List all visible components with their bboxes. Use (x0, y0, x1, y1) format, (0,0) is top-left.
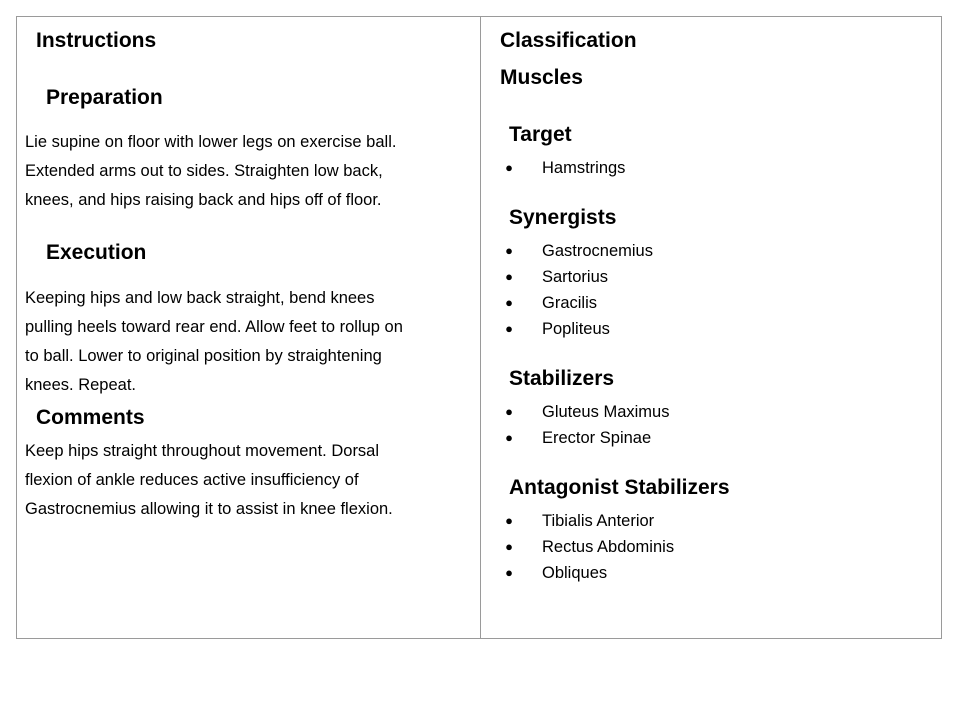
muscle-name: Gluteus Maximus (542, 403, 670, 421)
bullet-icon: ● (505, 321, 513, 336)
list-item (504, 290, 653, 316)
preparation-line: Lie supine on floor with lower legs on exercise ball. (25, 133, 397, 151)
classification-title: Classification (500, 29, 637, 52)
list-item (504, 425, 669, 451)
execution-line: knees. Repeat. (25, 376, 136, 394)
comments-line: Keep hips straight throughout movement. Dorsal (25, 442, 380, 460)
list-item (504, 155, 625, 181)
list-item (504, 264, 653, 290)
antagonist-stabilizers-heading: Antagonist Stabilizers (509, 476, 730, 499)
muscle-name: Hamstrings (542, 159, 626, 177)
target-list (504, 155, 625, 181)
preparation-line: knees, and hips raising back and hips off of floor. (25, 191, 382, 209)
execution-heading: Execution (46, 241, 147, 264)
comments-heading: Comments (36, 406, 145, 429)
bullet-icon: ● (505, 160, 513, 175)
antagonist-stabilizers-list (504, 508, 674, 586)
list-item (504, 560, 674, 586)
execution-line: Keeping hips and low back straight, bend knees (25, 289, 375, 307)
list-item (504, 399, 669, 425)
execution-line: to ball. Lower to original position by straightening (25, 347, 382, 365)
column-divider (480, 17, 481, 638)
bullet-icon: ● (505, 430, 513, 445)
bullet-icon: ● (505, 539, 513, 554)
muscle-name: Obliques (542, 564, 608, 582)
muscle-name: Sartorius (542, 268, 609, 286)
comments-text (25, 437, 393, 524)
list-item (504, 508, 674, 534)
muscle-name: Gastrocnemius (542, 242, 653, 260)
synergists-list (504, 238, 653, 342)
muscle-name: Erector Spinae (542, 429, 652, 447)
muscles-subtitle: Muscles (500, 66, 583, 89)
stabilizers-heading: Stabilizers (509, 367, 615, 390)
comments-line: flexion of ankle reduces active insufficiency of (25, 471, 359, 489)
bullet-icon: ● (505, 295, 513, 310)
instructions-title: Instructions (36, 29, 157, 52)
execution-text (25, 284, 403, 400)
stabilizers-list (504, 399, 669, 451)
comments-line: Gastrocnemius allowing it to assist in knee flexion. (25, 500, 393, 518)
list-item (504, 316, 653, 342)
execution-line: pulling heels toward rear end. Allow feet to rollup on (25, 318, 403, 336)
synergists-heading: Synergists (509, 206, 617, 229)
muscle-name: Gracilis (542, 294, 598, 312)
muscle-name: Tibialis Anterior (542, 512, 655, 530)
list-item (504, 534, 674, 560)
bullet-icon: ● (505, 565, 513, 580)
target-heading: Target (509, 123, 572, 146)
muscle-name: Rectus Abdominis (542, 538, 675, 556)
muscle-name: Popliteus (542, 320, 610, 338)
preparation-text (25, 128, 396, 215)
bullet-icon: ● (505, 513, 513, 528)
preparation-heading: Preparation (46, 86, 163, 109)
list-item (504, 238, 653, 264)
bullet-icon: ● (505, 404, 513, 419)
bullet-icon: ● (505, 269, 513, 284)
preparation-line: Extended arms out to sides. Straighten low back, (25, 162, 383, 180)
bullet-icon: ● (505, 243, 513, 258)
